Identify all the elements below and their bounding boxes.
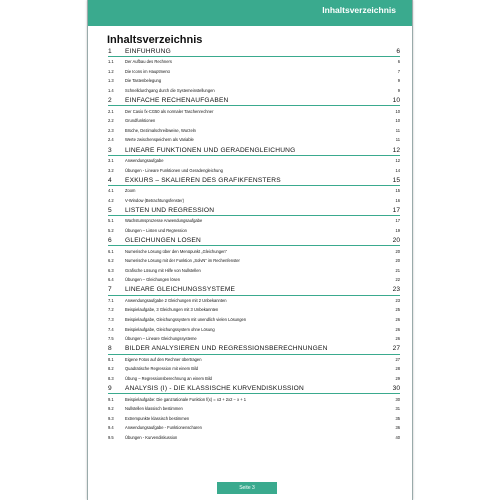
section-page-number: 17 — [392, 206, 400, 214]
subsection-title: Der Casio fx-CG50 als normaler Taschenrechner — [125, 108, 214, 114]
subsection-page-number: 40 — [395, 434, 400, 440]
toc-subsection-row[interactable] — [108, 156, 400, 166]
subsection-number: 8.1 — [108, 356, 114, 362]
subsection-title: Übungen - Kurvendiskussion — [125, 434, 178, 440]
subsection-page-number: 9 — [397, 78, 400, 84]
subsection-number: 9.5 — [108, 434, 114, 440]
toc-section-row[interactable] — [108, 344, 400, 354]
toc-subsection-row[interactable] — [108, 275, 400, 285]
toc-subsection-row[interactable] — [108, 413, 400, 423]
subsection-number: 2.4 — [108, 137, 114, 143]
toc-subsection-row[interactable] — [108, 305, 400, 315]
page-title: Inhaltsverzeichnis — [107, 34, 203, 46]
toc-subsection-row[interactable] — [108, 226, 400, 236]
subsection-number: 8.3 — [108, 376, 114, 382]
subsection-title: Nullstellen klassisch bestimmen — [125, 406, 183, 412]
subsection-title: Beispielaufgabe, Gleichungssystem ohne Lösung — [125, 326, 215, 332]
subsection-page-number: 25 — [395, 307, 400, 313]
subsection-title: V-Window (Betrachtungsfenster) — [125, 197, 184, 203]
toc-subsection-row[interactable] — [108, 374, 400, 384]
subsection-title: Numerische Lösung mit der Funktion „SolvN“ im Rechenfenster — [125, 258, 240, 264]
subsection-title: Beispielaufgabe, Gleichungssystem mit unendlich vielen Lösungen — [125, 317, 247, 323]
toc-subsection-row[interactable] — [108, 76, 400, 86]
subsection-number: 3.1 — [108, 158, 114, 163]
section-page-number: 15 — [392, 176, 400, 184]
subsection-number: 9.4 — [108, 425, 114, 431]
subsection-title: Übungen – Listen und Regression — [125, 227, 187, 233]
section-title: LINEARE FUNKTIONEN UND GERADENGLEICHUNG — [125, 146, 296, 154]
subsection-page-number: 35 — [395, 415, 400, 421]
toc-subsection-row[interactable] — [108, 86, 400, 96]
subsection-title: Extrempunkte klassisch bestimmen — [125, 415, 190, 421]
subsection-number: 2.3 — [108, 127, 114, 133]
subsection-number: 6.4 — [108, 277, 114, 283]
subsection-title: Übungen - Lineare Funktionen und Geradengleichung — [125, 167, 223, 173]
section-title: EXKURS – SKALIEREN DES GRAFIKFENSTERS — [125, 176, 281, 184]
toc-subsection-row[interactable] — [108, 165, 400, 175]
subsection-title: Schnelldurchgang durch die Systemeinstellungen — [125, 88, 215, 94]
subsection-page-number: 7 — [397, 68, 400, 74]
toc-section-row[interactable] — [108, 176, 400, 186]
subsection-number: 5.2 — [108, 227, 114, 233]
subsection-title: Numerische Lösung über den Menüpunkt „Gleichungen“ — [125, 248, 227, 254]
document-page — [87, 0, 413, 500]
section-page-number: 10 — [392, 97, 400, 105]
page-number-label: Seite 3 — [239, 485, 255, 491]
toc-subsection-row[interactable] — [108, 324, 400, 334]
subsection-number: 4.1 — [108, 188, 114, 194]
section-number: 1 — [108, 47, 112, 55]
toc-section-row[interactable] — [108, 236, 400, 246]
section-number: 5 — [108, 206, 112, 214]
toc-subsection-row[interactable] — [108, 394, 400, 404]
section-page-number: 30 — [392, 385, 400, 393]
subsection-number: 2.1 — [108, 108, 114, 114]
subsection-title: Anwendungsaufgabe — [125, 158, 164, 163]
subsection-page-number: 36 — [395, 425, 400, 431]
subsection-number: 1.2 — [108, 68, 114, 74]
toc-section-row[interactable] — [108, 285, 400, 295]
section-number: 4 — [108, 176, 112, 184]
header-title: Inhaltsverzeichnis — [322, 5, 396, 15]
subsection-number: 9.2 — [108, 406, 114, 412]
subsection-number: 7.1 — [108, 297, 114, 303]
toc-section-row[interactable] — [108, 47, 400, 57]
subsection-title: Anwendungsaufgabe - Funktionenscharen — [125, 425, 202, 431]
subsection-page-number: 23 — [395, 297, 400, 303]
section-page-number: 23 — [392, 286, 400, 294]
section-page-number: 27 — [392, 345, 400, 353]
subsection-page-number: 28 — [395, 366, 400, 372]
subsection-page-number: 19 — [395, 227, 400, 233]
section-number: 2 — [108, 97, 112, 105]
toc-subsection-row[interactable] — [108, 433, 400, 443]
subsection-page-number: 20 — [395, 258, 400, 264]
subsection-page-number: 21 — [395, 267, 400, 273]
subsection-number: 1.1 — [108, 59, 114, 65]
toc-subsection-row[interactable] — [108, 265, 400, 275]
toc-section-row[interactable] — [108, 96, 400, 106]
subsection-page-number: 11 — [395, 137, 400, 143]
toc-section-row[interactable] — [108, 384, 400, 394]
subsection-number: 4.2 — [108, 197, 114, 203]
table-of-contents — [108, 46, 400, 442]
subsection-number: 6.3 — [108, 267, 114, 273]
section-title: ANALYSIS (I) - DIE KLASSISCHE KURVENDISKUSSION — [125, 385, 304, 393]
header-bar — [88, 0, 412, 26]
subsection-number: 7.4 — [108, 326, 114, 332]
section-page-number: 20 — [392, 237, 400, 245]
subsection-title: Grundfunktionen — [125, 118, 156, 124]
subsection-page-number: 17 — [395, 218, 400, 224]
subsection-number: 7.3 — [108, 317, 114, 323]
section-title: EINFACHE RECHENAUFGABEN — [125, 97, 229, 105]
subsection-page-number: 26 — [395, 326, 400, 332]
subsection-number: 6.2 — [108, 258, 114, 264]
subsection-title: Eigene Fotos auf den Rechner übertragen — [125, 356, 202, 362]
section-title: LINEARE GLEICHUNGSSYSTEME — [125, 286, 236, 294]
subsection-number: 3.2 — [108, 167, 114, 173]
toc-subsection-row[interactable] — [108, 315, 400, 325]
toc-subsection-row[interactable] — [108, 135, 400, 145]
section-title: EINFÜHRUNG — [125, 47, 171, 55]
toc-subsection-row[interactable] — [108, 195, 400, 205]
subsection-page-number: 31 — [395, 406, 400, 412]
section-title: BILDER ANALYSIEREN UND REGRESSIONSBERECHNUNGEN — [125, 345, 328, 353]
toc-subsection-row[interactable] — [108, 186, 400, 196]
subsection-number: 6.1 — [108, 248, 114, 254]
section-number: 9 — [108, 385, 112, 393]
subsection-title: Beispielaufgabe, 3 Gleichungen mit 3 Unbekannten — [125, 307, 219, 313]
subsection-title: Beispielaufgabe: Die ganzrationale Funktion f(x) = x3 + 2x2 − x + 1 — [125, 396, 247, 402]
subsection-page-number: 27 — [395, 356, 400, 362]
subsection-page-number: 15 — [395, 188, 400, 194]
toc-subsection-row[interactable] — [108, 423, 400, 433]
toc-subsection-row[interactable] — [108, 67, 400, 77]
page-footer — [217, 482, 277, 494]
subsection-number: 9.3 — [108, 415, 114, 421]
subsection-title: Werte zwischenspeichern als Variable — [125, 137, 194, 143]
subsection-page-number: 10 — [395, 108, 400, 114]
toc-subsection-row[interactable] — [108, 116, 400, 126]
subsection-page-number: 6 — [397, 59, 400, 65]
toc-subsection-row[interactable] — [108, 355, 400, 365]
subsection-title: Grafische Lösung mit Hilfe von Nullstellen — [125, 267, 201, 273]
subsection-number: 5.1 — [108, 218, 114, 224]
toc-subsection-row[interactable] — [108, 256, 400, 266]
toc-section-row[interactable] — [108, 146, 400, 156]
toc-subsection-row[interactable] — [108, 106, 400, 116]
section-number: 3 — [108, 146, 112, 154]
toc-subsection-row[interactable] — [108, 246, 400, 256]
subsection-number: 9.1 — [108, 396, 114, 402]
subsection-title: Übungen – Gleichungen lösen — [125, 277, 181, 283]
subsection-title: Die Icons im Hauptmenü — [125, 68, 170, 74]
subsection-title: Der Aufbau des Rechners — [125, 59, 172, 65]
subsection-number: 8.2 — [108, 366, 114, 372]
section-page-number: 6 — [396, 47, 400, 55]
subsection-page-number: 9 — [397, 88, 400, 94]
subsection-number: 1.3 — [108, 78, 114, 84]
toc-subsection-row[interactable] — [108, 334, 400, 344]
subsection-page-number: 26 — [395, 317, 400, 323]
subsection-page-number: 29 — [395, 376, 400, 382]
section-title: GLEICHUNGEN LÖSEN — [125, 237, 201, 245]
toc-subsection-row[interactable] — [108, 296, 400, 306]
subsection-title: Wachstumsprozesse Anwendungsaufgabe — [125, 218, 203, 224]
subsection-title: Brüche, Dezimalschreibweise, Wurzeln — [125, 127, 196, 133]
section-page-number: 12 — [392, 146, 400, 154]
subsection-title: Anwendungsaufgabe 2 Gleichungen mit 2 Unbekannten — [125, 297, 227, 303]
subsection-page-number: 14 — [395, 167, 400, 173]
subsection-page-number: 30 — [395, 396, 400, 402]
toc-subsection-row[interactable] — [108, 404, 400, 414]
subsection-title: Übung – Regressionsberechnung an einem Bild — [125, 376, 212, 382]
section-number: 7 — [108, 286, 112, 294]
subsection-title: Übungen – Lineare Gleichungssysteme — [125, 336, 197, 342]
section-number: 8 — [108, 345, 112, 353]
subsection-page-number: 12 — [395, 158, 400, 163]
subsection-number: 2.2 — [108, 118, 114, 124]
toc-subsection-row[interactable] — [108, 126, 400, 136]
subsection-page-number: 16 — [395, 197, 400, 203]
section-number: 6 — [108, 237, 112, 245]
subsection-title: Quadratische Regression mit einem Bild — [125, 366, 199, 372]
toc-subsection-row[interactable] — [108, 57, 400, 67]
subsection-page-number: 26 — [395, 336, 400, 342]
subsection-title: Zoom — [125, 188, 136, 194]
subsection-page-number: 11 — [395, 127, 400, 133]
toc-section-row[interactable] — [108, 206, 400, 216]
section-title: LISTEN UND REGRESSION — [125, 206, 215, 214]
subsection-number: 7.2 — [108, 307, 114, 313]
subsection-page-number: 20 — [395, 248, 400, 254]
toc-subsection-row[interactable] — [108, 364, 400, 374]
subsection-number: 7.5 — [108, 336, 114, 342]
subsection-number: 1.4 — [108, 88, 114, 94]
subsection-page-number: 10 — [395, 118, 400, 124]
subsection-title: Die Tastenbelegung — [125, 78, 162, 84]
subsection-page-number: 22 — [395, 277, 400, 283]
toc-subsection-row[interactable] — [108, 216, 400, 226]
